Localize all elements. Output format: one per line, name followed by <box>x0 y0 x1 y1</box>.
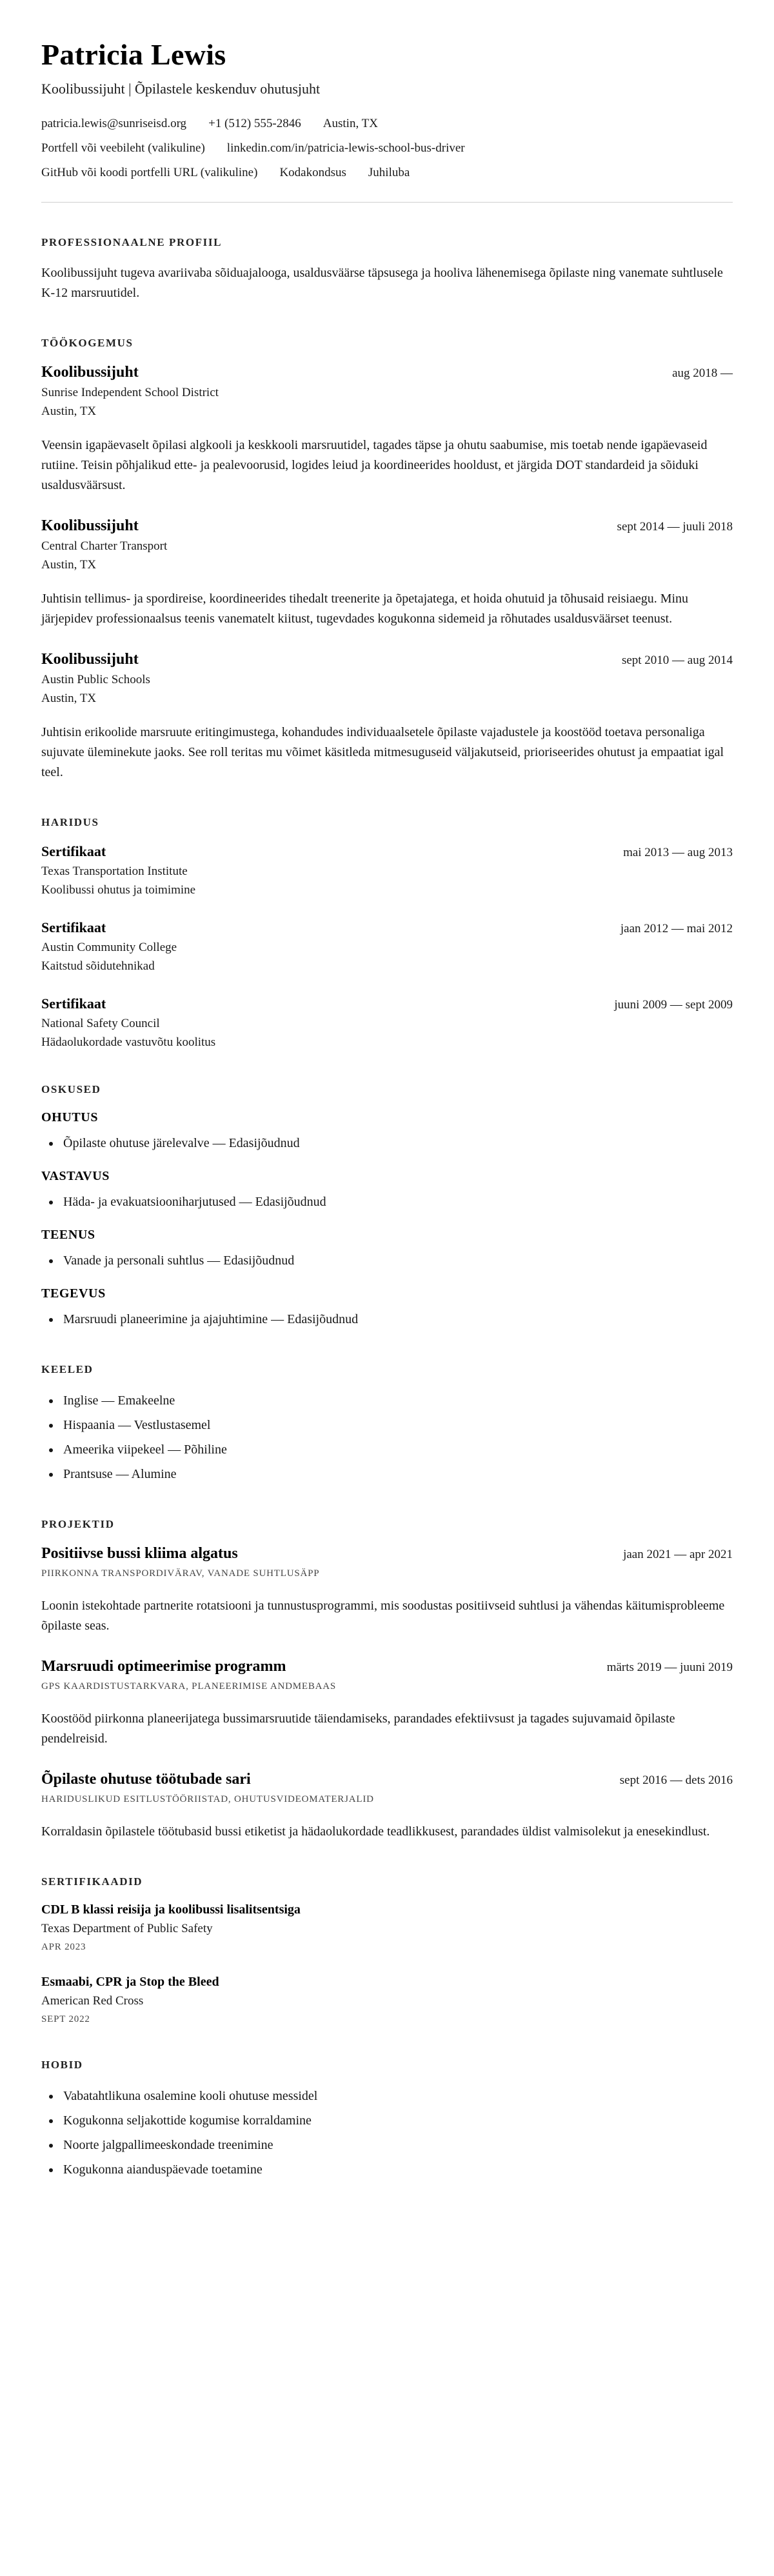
project-description: Korraldasin õpilastele töötubasid bussi etiketist ja hädaolukordade teadlikkusest, parandades üldist valmisolekut ja enesekindlust. <box>41 1824 710 1839</box>
education-school: Austin Community College <box>41 941 177 954</box>
skill-category: VASTAVUS <box>41 1169 110 1183</box>
education-entry-head <box>41 995 733 1012</box>
job-description: Juhtisin erikoolide marsruute eritingimustega, kohandudes individuaalsetele õpilaste vajadustele ja koostööd toetava personaliga sujuvate üleminekute jaoks. See roll teritas mu võimet käsitleda mitmesuguseid väljakutseid, prioriseerides ohutust ja empaatiat igal teel. <box>41 725 724 779</box>
project-dates: märts 2019 — juuni 2019 <box>606 1661 733 1674</box>
section-education <box>41 816 733 1050</box>
education-title: Sertifikaat <box>41 843 106 859</box>
location-text: Austin, TX <box>322 117 378 130</box>
project-dates: jaan 2021 — apr 2021 <box>623 1548 733 1561</box>
education-entry <box>41 919 733 973</box>
hobby-item: • Kogukonna seljakottide kogumise korraldamine <box>61 2110 733 2131</box>
section-heading-education: HARIDUS <box>41 816 99 828</box>
certification-entry <box>41 1902 733 1953</box>
education-entry <box>41 843 733 897</box>
section-hobbies <box>41 2059 733 2180</box>
job-company: Austin Public Schools <box>41 673 150 686</box>
skill-category: TEGEVUS <box>41 1286 106 1301</box>
job-location: Austin, TX <box>41 558 97 572</box>
skill-category: OHUTUS <box>41 1110 99 1124</box>
project-entry-head <box>41 1545 733 1563</box>
section-skills <box>41 1083 733 1330</box>
contact-row-3 <box>41 166 733 180</box>
project-entry <box>41 1545 733 1636</box>
section-heading-certifications: SERTIFIKAADID <box>41 1875 143 1888</box>
portfolio-placeholder: Portfell või veebileht (valikuline) <box>41 141 205 155</box>
hobby-item: • Vabatahtlikuna osalemine kooli ohutuse messidel <box>61 2086 733 2106</box>
skill-group <box>41 1110 733 1153</box>
certification-date: SEPT 2022 <box>41 2014 90 2024</box>
skill-list <box>41 1133 733 1153</box>
education-course: Koolibussi ohutus ja toimimine <box>41 883 196 897</box>
skill-list <box>41 1192 733 1212</box>
section-heading-hobbies: HOBID <box>41 2059 83 2071</box>
person-name: Patricia Lewis <box>41 38 226 71</box>
job-dates: aug 2018 — <box>672 366 733 380</box>
education-dates: juuni 2009 — sept 2009 <box>614 998 733 1012</box>
skill-item: • Õpilaste ohutuse järelevalve — Edasijõudnud <box>61 1133 733 1153</box>
job-entry <box>41 651 733 783</box>
hobby-item: • Noorte jalgpallimeeskondade treenimine <box>61 2135 733 2155</box>
profile-text: Koolibussijuht tugeva avariivaba sõiduajalooga, usaldusväärse täpsusega ja hooliva lähenemisega õpilaste ning vanemate suhtlusele K-12 marsruutidel. <box>41 266 723 300</box>
job-location: Austin, TX <box>41 692 97 705</box>
linkedin-text: linkedin.com/in/patricia-lewis-school-bus-driver <box>226 141 465 155</box>
job-entry-head <box>41 517 733 535</box>
project-entry <box>41 1771 733 1842</box>
phone-text: +1 (512) 555-2846 <box>208 117 301 130</box>
education-school: National Safety Council <box>41 1017 160 1030</box>
job-entry <box>41 517 733 629</box>
section-experience <box>41 337 733 783</box>
header-divider <box>41 202 733 203</box>
job-location: Austin, TX <box>41 404 97 418</box>
skill-list <box>41 1250 733 1271</box>
project-title: Õpilaste ohutuse töötubade sari <box>41 1771 251 1788</box>
certification-title: CDL B klassi reisija ja koolibussi lisalitsentsiga <box>41 1902 301 1917</box>
job-description: Juhtisin tellimus- ja spordireise, koordineerides tihedalt treenerite ja õpetajatega, et hoida ohutuid ja tõhusaid reisiaegu. Minu järjepidev professionaalsus teenis vanematelt kiitust, tugevdades kogukonna sidemeid ja rõhutades usaldusväärset teenust. <box>41 592 689 626</box>
email-text: patricia.lewis@sunriseisd.org <box>41 117 187 130</box>
project-dates: sept 2016 — dets 2016 <box>619 1773 733 1787</box>
section-certifications <box>41 1875 733 2025</box>
hobby-list <box>41 2086 733 2180</box>
certification-issuer: American Red Cross <box>41 1994 144 2008</box>
project-entry-head <box>41 1658 733 1675</box>
job-company: Sunrise Independent School District <box>41 386 219 399</box>
education-title: Sertifikaat <box>41 995 106 1012</box>
github-placeholder: GitHub või koodi portfelli URL (valikuline) <box>41 166 258 179</box>
education-course: Hädaolukordade vastuvõtu koolitus <box>41 1035 216 1049</box>
project-tools: HARIDUSLIKUD ESITLUSTÖÖRIISTAD, OHUTUSVIDEOMATERJALID <box>41 1794 374 1804</box>
section-languages <box>41 1363 733 1484</box>
education-title: Sertifikaat <box>41 919 106 935</box>
project-description: Loonin istekohtade partnerite rotatsiooni ja tunnustusprogrammi, mis soodustas positiivseid suhtlusi ja vähendas käitumisprobleeme õpilaste seas. <box>41 1599 725 1633</box>
language-item: • Hispaania — Vestlustasemel <box>61 1415 733 1435</box>
education-dates: jaan 2012 — mai 2012 <box>620 922 733 935</box>
language-item: • Ameerika viipekeel — Põhiline <box>61 1439 733 1460</box>
language-list <box>41 1390 733 1484</box>
license-label: Juhiluba <box>368 166 410 179</box>
citizenship-label: Kodakondsus <box>279 166 346 179</box>
job-title: Koolibussijuht <box>41 651 139 668</box>
project-title: Marsruudi optimeerimise programm <box>41 1658 286 1675</box>
section-projects <box>41 1518 733 1842</box>
resume-header <box>41 37 733 203</box>
job-entry-head <box>41 364 733 381</box>
project-title: Positiivse bussi kliima algatus <box>41 1545 238 1562</box>
section-heading-skills: OSKUSED <box>41 1083 101 1095</box>
skill-item: • Marsruudi planeerimine ja ajajuhtimine — Edasijõudnud <box>61 1309 733 1330</box>
job-dates: sept 2010 — aug 2014 <box>621 654 733 667</box>
skill-item: • Vanade ja personali suhtlus — Edasijõudnud <box>61 1250 733 1271</box>
headline: Koolibussijuht | Õpilastele keskenduv ohutusjuht <box>41 81 321 97</box>
section-heading-projects: PROJEKTID <box>41 1518 115 1530</box>
skill-list <box>41 1309 733 1330</box>
project-entry-head <box>41 1771 733 1788</box>
certification-title: Esmaabi, CPR ja Stop the Bleed <box>41 1975 219 1989</box>
education-entry-head <box>41 843 733 860</box>
section-heading-languages: KEELED <box>41 1363 94 1375</box>
skill-group <box>41 1286 733 1330</box>
education-course: Kaitstud sõidutehnikad <box>41 959 155 973</box>
language-item: • Inglise — Emakeelne <box>61 1390 733 1411</box>
job-title: Koolibussijuht <box>41 364 139 381</box>
job-entry-head <box>41 651 733 668</box>
contact-row-1 <box>41 117 733 131</box>
job-company: Central Charter Transport <box>41 539 168 553</box>
project-entry <box>41 1658 733 1749</box>
skill-group <box>41 1169 733 1212</box>
skill-item: • Häda- ja evakuatsiooniharjutused — Edasijõudnud <box>61 1192 733 1212</box>
project-description: Koostööd piirkonna planeerijatega bussimarsruutide täiendamiseks, parandades efektiivsust ja tagades sujuvamaid õpilaste pendelreisid. <box>41 1712 675 1746</box>
education-school: Texas Transportation Institute <box>41 864 188 878</box>
language-item: • Prantsuse — Alumine <box>61 1464 733 1484</box>
project-tools: PIIRKONNA TRANSPORDIVÄRAV, VANADE SUHTLUSÄPP <box>41 1568 320 1579</box>
certification-entry <box>41 1975 733 2025</box>
education-entry <box>41 995 733 1050</box>
skill-category: TEENUS <box>41 1228 95 1242</box>
job-description: Veensin igapäevaselt õpilasi algkooli ja keskkooli marsruutidel, tagades täpse ja ohutu saabumise, mis toetab nende igapäevaseid rutiine. Teisin põhjalikud ette- ja pealevoorusid, logides leiud ja koordineerides hooldust, et järgida DOT standardeid ja sõiduki usaldusväärsust. <box>41 438 708 492</box>
certification-date: APR 2023 <box>41 1942 86 1952</box>
contact-row-2 <box>41 141 733 155</box>
education-entry-head <box>41 919 733 936</box>
job-title: Koolibussijuht <box>41 517 139 534</box>
education-dates: mai 2013 — aug 2013 <box>623 846 733 859</box>
section-heading-experience: TÖÖKOGEMUS <box>41 337 134 349</box>
certification-issuer: Texas Department of Public Safety <box>41 1922 213 1935</box>
skill-group <box>41 1228 733 1271</box>
section-heading-profile: PROFESSIONAALNE PROFIIL <box>41 236 223 248</box>
hobby-item: • Kogukonna aianduspäevade toetamine <box>61 2159 733 2180</box>
section-profile <box>41 236 733 303</box>
job-entry <box>41 364 733 495</box>
job-dates: sept 2014 — juuli 2018 <box>617 520 733 534</box>
project-tools: GPS KAARDISTUSTARKVARA, PLANEERIMISE ANDMEBAAS <box>41 1681 337 1692</box>
